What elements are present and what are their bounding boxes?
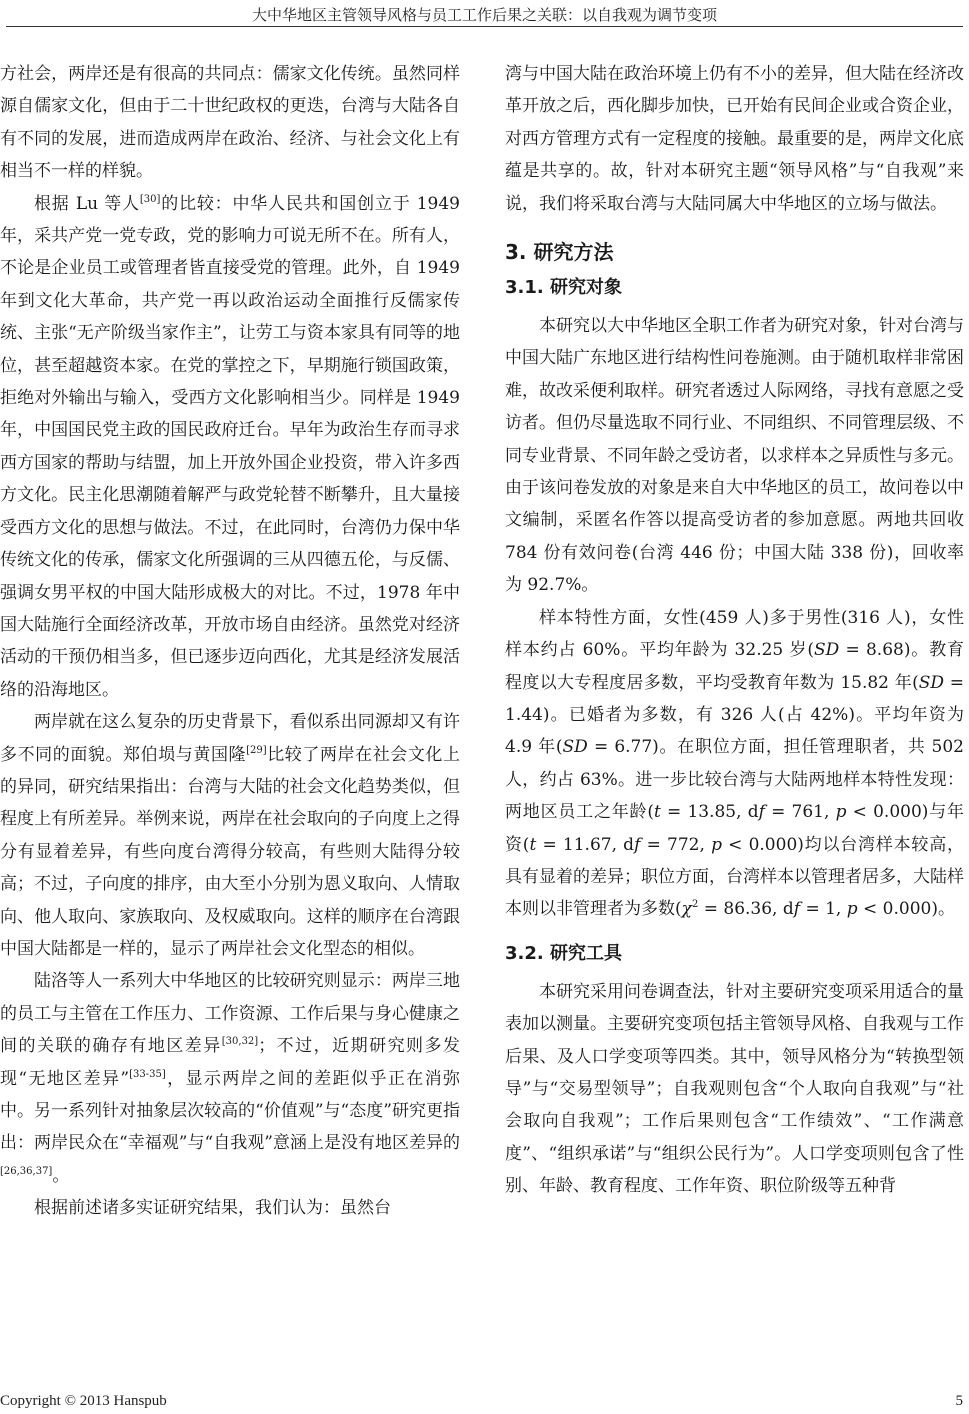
text-span: = 761, xyxy=(764,802,836,823)
text-span: = 1.44)。已婚者为多数，有 326 人(占 42%)。平均年资为 4.9 年( xyxy=(505,672,964,758)
paragraph: 根据前述诸多实证研究结果，我们认为：虽然台 xyxy=(34,1198,391,1219)
text-span: ；不过，近期研究则多发现“无地区差异” xyxy=(0,1036,461,1089)
text-span: = 13.85, d xyxy=(660,802,759,823)
stat-symbol: p xyxy=(711,834,722,855)
paragraph: 本研究以大中华地区全职工作者为研究对象，针对台湾与中国大陆广东地区进行结构性问卷施测。由于随机取样非常困难，故改采便利取样。研究者透过人际网络，寻找有意愿之受访者。但仍尽量选取不同行业、不同组织、不同管理层级、不同专业背景、不同年龄之受访者，以求样本之异质性与多元。由于该问卷发放的对象是来自大中华地区的员工，故问卷以中文编制，采匿名作答以提高受访者的参加意愿。两地共回收 784 份有效问卷(台湾 446 份；中国大陆 338 份)，回收率为 92.7%。 xyxy=(505,316,964,596)
paragraph: 方社会，两岸还是有很高的共同点：儒家文化传统。虽然同样源自儒家文化，但由于二十世纪政权的更迭，台湾与大陆各自有不同的发展，进而造成两岸在政治、经济、与社会文化上有相当不一样的样貌。 xyxy=(0,64,460,182)
running-header: 大中华地区主管领导风格与员工工作后果之关联：以自我观为调节变项 xyxy=(251,6,717,24)
paragraph xyxy=(0,965,460,1192)
citation: [33-35] xyxy=(129,1068,166,1080)
stat-symbol: f xyxy=(793,899,801,920)
copyright-footer: Copyright © 2013 Hanspub xyxy=(0,1393,167,1409)
text-span: = 11.67, d xyxy=(536,834,635,855)
stat-symbol: t xyxy=(529,834,537,855)
stat-symbol: f xyxy=(758,802,765,823)
text-span: < 0.000)。 xyxy=(857,899,955,920)
superscript: 2 xyxy=(691,899,699,911)
stat-symbol: χ xyxy=(681,899,692,920)
right-column xyxy=(505,58,964,1203)
citation: [30] xyxy=(139,193,161,205)
text-span: 根据 Lu 等人 xyxy=(34,193,140,214)
subsection-heading: 3.2. 研究工具 xyxy=(505,942,622,964)
text-span: 陆洛等人一系列大中华地区的比较研究则显示：两岸三地的员工与主管在工作压力、工作资源、工作后果与身心健康之间的关联的确存有地区差异 xyxy=(0,971,460,1057)
stat-symbol: SD xyxy=(813,640,840,661)
text-span: ，显示两岸之间的差距似乎正在消弥中。另一系列针对抽象层次较高的“价值观”与“态度”研究更指出：两岸民众在“幸福观”与“自我观”意涵上是没有地区差异的 xyxy=(0,1068,461,1154)
text-span: = 86.36, d xyxy=(698,899,794,920)
paragraph xyxy=(0,706,460,965)
paragraph xyxy=(0,188,460,707)
text-span: = 1, xyxy=(800,899,847,920)
citation: [29] xyxy=(246,744,267,756)
text-span: 比较了两岸在社会文化上的异同，研究结果指出：台湾与大陆的社会文化趋势类似，但程度上有所差异。举例来说，两岸在社会取向的子向度上之得分有显着差异，有些向度台湾得分较高，有些则大陆得分较高；不过，子向度的排序，由大至小分别为恩义取向、人情取向、他人取向、家族取向、及权威取向。这样的顺序在台湾跟中国大陆都是一样的，显示了两岸社会文化型态的相似。 xyxy=(0,744,461,959)
text-span: 样本特性方面，女性(459 人)多于男性(316 人)，女性样本约占 60%。平均年龄为 32.25 岁( xyxy=(505,607,964,661)
stat-symbol: p xyxy=(846,899,858,920)
section-heading: 3. 研究方法 xyxy=(505,240,614,265)
header-rule xyxy=(6,26,963,27)
citation: [26,36,37] xyxy=(0,1165,53,1177)
text-span: = 6.77)。在职位方面，担任管理职者，共 502 人，约占 63%。进一步比较台湾与大陆两地样本特性发现：两地区员工之年龄( xyxy=(505,737,964,823)
stat-symbol: p xyxy=(835,802,847,823)
text-span: = 772, xyxy=(640,834,712,855)
text-span: 。 xyxy=(52,1165,70,1186)
paragraph: 本研究采用问卷调查法，针对主要研究变项采用适合的量表加以测量。主要研究变项包括主管领导风格、自我观与工作后果、及人口学变项等四类。其中，领导风格分为“转换型领导”与“交易型领导”；自我观则包含“个人取向自我观”与“社会取向自我观”；工作后果则包含“工作绩效”、“工作满意度”、“组织承诺”与“组织公民行为”。人口学变项则包含了性别、年龄、教育程度、工作年资、职位阶级等五种背 xyxy=(505,981,964,1197)
paragraph xyxy=(505,602,964,926)
stat-symbol: t xyxy=(653,802,661,823)
stat-symbol: f xyxy=(634,834,641,855)
paragraph: 湾与中国大陆在政治环境上仍有不小的差异，但大陆在经济改革开放之后，西化脚步加快，已开始有民间企业或合资企业，对西方管理方式有一定程度的接触。最重要的是，两岸文化底蕴是共享的。故，针对本研究主题“领导风格”与“自我观”来说，我们将采取台湾与大陆同属大中华地区的立场与做法。 xyxy=(505,64,964,214)
page-number: 5 xyxy=(955,1393,963,1409)
left-column xyxy=(0,58,460,1225)
subsection-heading: 3.1. 研究对象 xyxy=(505,277,622,299)
text-span: 两岸就在这么复杂的历史背景下，看似系出同源却又有许多不同的面貌。郑伯埙与黄国隆 xyxy=(0,712,460,765)
citation: [30,32] xyxy=(221,1036,259,1048)
stat-symbol: SD xyxy=(562,737,588,758)
text-span: 的比较：中华人民共和国创立于 1949 年，采共产党一党专政，党的影响力可说无所不在。所有人，不论是企业员工或管理者皆直接受党的管理。此外，自 1949 年到文化大革命，共产党一再以政治运动全面推行反儒家传统、主张“无产阶级当家作主”，让劳工与资本家具有同等的地位，甚至超越资本家。在党的掌控之下，早期施行锁国政策，拒绝对外输出与输入，受西方文化影响相当少。同样是 1949 年，中国国民党主政的国民政府迁台。早年为政治生存而寻求西方国家的帮助与结盟，加上开放外国企业投资，带入许多西方文化。民主化思潮随着解严与政党轮替不断攀升，且大量接受西方文化的思想与做法。不过，在此同时，台湾仍力保中华传统文化的传承，儒家文化所强调的三从四德五伦，与反儒、强调女男平权的中国大陆形成极大的对比。不过，1978 年中国大陆施行全面经济改革，开放市场自由经济。虽然党对经济活动的干预仍相当多，但已逐步迈向西化，尤其是经济发展活络的沿海地区。 xyxy=(0,193,460,700)
stat-symbol: SD xyxy=(918,672,944,693)
text-span: = 8.68)。教育程度以大专程度居多数，平均受教育年数为 15.82 年( xyxy=(505,640,964,693)
text-span: < 0.000)与年资( xyxy=(505,802,964,855)
text-span: < 0.000)均以台湾样本较高，具有显着的差异；职位方面，台湾样本以管理者居多，大陆样本则以非管理者为多数( xyxy=(505,834,965,920)
